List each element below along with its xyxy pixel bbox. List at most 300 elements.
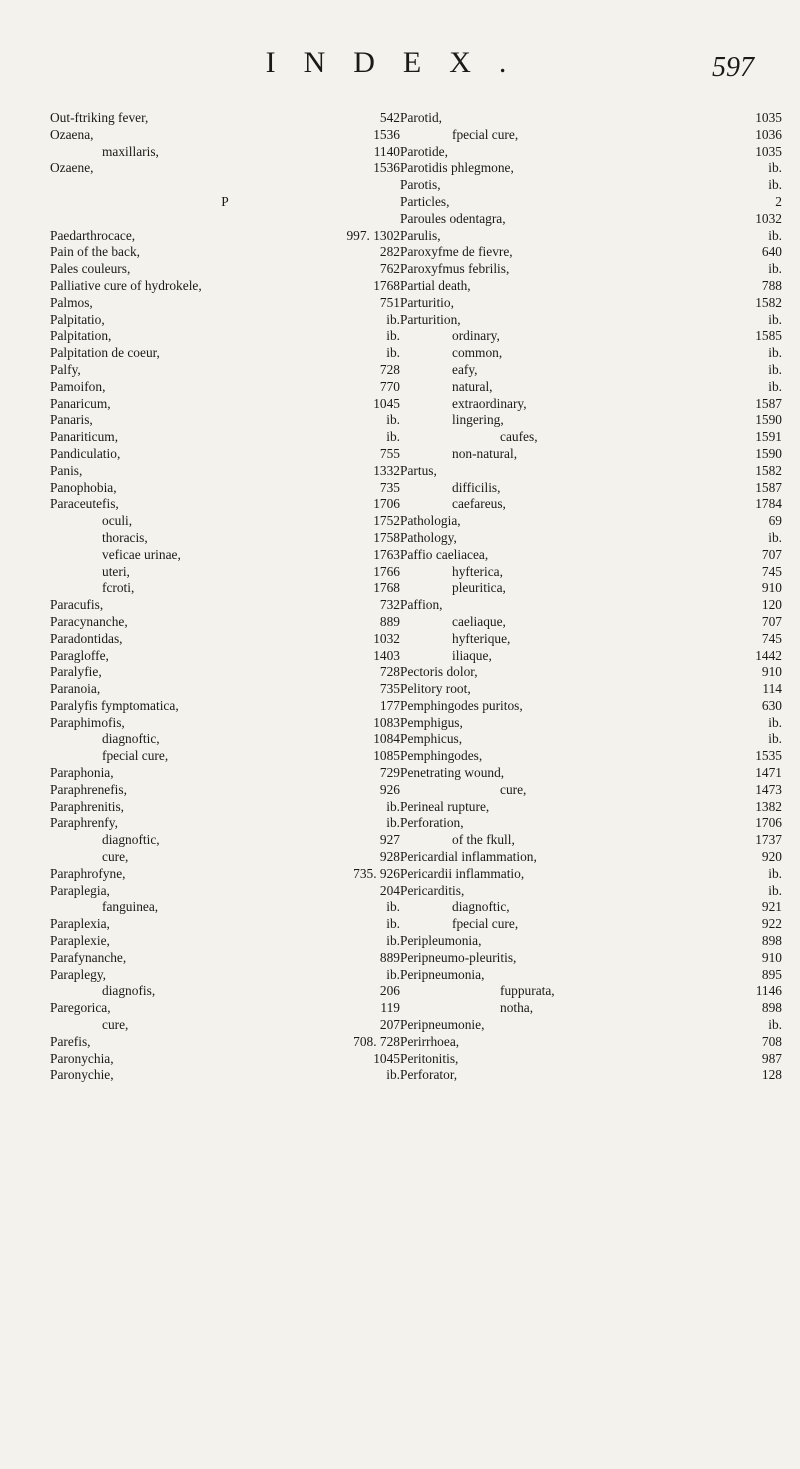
index-entry [50,194,400,211]
index-term: cure, [500,781,527,797]
index-entry [50,496,400,513]
index-page-ref: 1582 [755,294,782,310]
index-term: Pemphingodes, [400,748,483,764]
index-term: common, [452,345,503,361]
index-entry [400,379,782,396]
index-page-ref: ib. [768,714,782,730]
index-term: Out-ftriking fever, [50,110,149,125]
index-page-ref: 1587 [755,395,782,411]
index-entry [400,228,782,245]
index-entry [50,396,400,413]
index-term: Paranoia, [50,681,101,697]
index-entry [50,328,400,345]
index-page-ref: ib. [386,412,400,428]
index-page-ref: 1590 [755,445,782,461]
index-page-ref: 708 [761,1033,782,1049]
index-term: thoracis, [102,529,148,545]
index-entry [400,295,782,312]
index-term: eafy, [452,361,478,377]
index-term: Peripneumonia, [400,966,485,982]
index-page-ref: 708. 728 [353,1033,400,1049]
index-term: Paroxyfmus febrilis, [400,261,510,277]
index-entry [400,144,782,161]
index-entry [50,899,400,916]
index-term: Palpitation de coeur, [50,345,160,361]
index-term: caufes, [500,429,538,445]
index-entry [400,731,782,748]
index-page-ref: 1585 [755,328,782,344]
index-page-ref: 788 [761,277,782,293]
index-page-ref: 1768 [373,277,400,293]
index-page-ref: ib. [386,328,400,344]
index-page-ref: 1763 [373,546,400,562]
index-page-ref: 1768 [373,580,400,596]
index-page-ref: 282 [379,244,400,260]
index-page-ref: 735 [379,479,400,495]
index-entry [50,916,400,933]
index-entry [400,530,782,547]
index-page-ref: 1536 [373,160,400,176]
index-entry [400,480,782,497]
index-term: difficilis, [452,479,501,495]
index-page-ref: 1471 [755,765,782,781]
index-entry [50,967,400,984]
index-entry [400,950,782,967]
index-page-ref: 1140 [373,143,400,159]
index-page-ref: 1083 [373,714,400,730]
index-entry [50,883,400,900]
index-entry [50,614,400,631]
index-page-ref: 120 [761,597,782,613]
index-term: Paracufis, [50,597,104,613]
index-entry [50,345,400,362]
index-page-ref: 114 [762,681,782,697]
index-entry [50,580,400,597]
index-term: Paffio caeliacea, [400,546,489,562]
index-term: Paraphrenitis, [50,798,125,814]
index-entry [400,832,782,849]
index-entry [400,194,782,211]
index-page-ref: ib. [386,429,400,445]
index-entry [50,429,400,446]
index-term: Paronychia, [50,1050,114,1066]
index-page-ref: 1332 [373,462,400,478]
index-page-ref: 1535 [755,748,782,764]
index-term: of the fkull, [452,832,515,848]
index-page-ref: 1036 [755,126,782,142]
index-page-ref: 1766 [373,563,400,579]
index-entry [400,429,782,446]
index-term: Panaris, [50,412,93,428]
index-term: cure, [102,849,129,865]
index-entry [400,849,782,866]
index-term: Partus, [400,462,437,478]
index-term: Palmos, [50,294,93,310]
index-page-ref: 1587 [755,479,782,495]
index-term: fanguinea, [102,899,159,915]
index-page-ref: 119 [380,1000,400,1016]
index-page-ref: 1706 [755,815,782,831]
index-entry [400,883,782,900]
index-entry [50,1000,400,1017]
index-term: Paraplexia, [50,916,110,932]
index-term: Paedarthrocace, [50,227,136,243]
index-entry [50,1067,400,1084]
index-entry [400,278,782,295]
index-term: Parotis, [400,177,441,193]
index-term: Perforator, [400,1067,458,1083]
index-term: Paralyfis fymptomatica, [50,697,179,713]
index-page-ref: 997. 1302 [346,227,400,243]
index-entry [400,782,782,799]
index-term: diagnofis, [102,983,156,999]
index-page-ref: ib. [768,882,782,898]
index-page-ref: 1737 [755,832,782,848]
index-page-ref: 1752 [373,513,400,529]
index-entry [400,916,782,933]
index-entry [50,631,400,648]
index-entry [400,312,782,329]
index-entry [400,597,782,614]
index-page-ref: 1403 [373,647,400,663]
index-term: diagnoftic, [102,731,160,747]
index-term: Peritonitis, [400,1050,459,1066]
index-entry [50,664,400,681]
index-page-ref: 920 [761,849,782,865]
index-entry [50,799,400,816]
index-term: Pemphicus, [400,731,463,747]
index-page-ref: ib. [768,227,782,243]
index-entry [400,715,782,732]
index-term: caefareus, [452,496,506,512]
index-page-ref: 910 [761,580,782,596]
index-page-ref: 204 [379,882,400,898]
index-entry [400,765,782,782]
index-page-ref: 1758 [373,529,400,545]
index-term: Pathology, [400,529,457,545]
index-page-ref: 889 [379,949,400,965]
index-term: Panis, [50,462,83,478]
index-entry [400,496,782,513]
index-page-ref: 207 [379,1017,400,1033]
index-entry [50,950,400,967]
index-term: Paraphrenefis, [50,781,127,797]
index-entry [400,564,782,581]
index-page-ref: 128 [761,1067,782,1083]
index-entry [400,513,782,530]
index-term: Paraphimofis, [50,714,125,730]
index-page-ref: ib. [768,361,782,377]
index-term: Paraphonia, [50,765,114,781]
index-page-ref: 735 [379,681,400,697]
index-term: Parotidis phlegmone, [400,160,514,176]
index-page-ref: ib. [386,916,400,932]
index-page-ref: 1582 [755,462,782,478]
index-entry [50,127,400,144]
index-page-ref: 206 [379,983,400,999]
index-page-ref: 1784 [755,496,782,512]
index-page-ref: 928 [379,849,400,865]
index-term: Partial death, [400,277,471,293]
index-term: fuppurata, [500,983,555,999]
running-head-title: INDEX. [265,46,535,79]
index-term: Particles, [400,193,450,209]
index-term: Perineal rupture, [400,798,490,814]
index-page-ref: ib. [768,865,782,881]
index-page-ref: 1382 [755,798,782,814]
index-term: Palliative cure of hydrokele, [50,277,202,293]
index-page-ref: 1085 [373,748,400,764]
index-term: Parotid, [400,110,443,125]
index-entry [50,698,400,715]
index-term: Paroxyfme de fievre, [400,244,513,260]
index-term: notha, [500,1000,534,1016]
index-column-left [50,110,400,1084]
index-term: Paraplexie, [50,933,110,949]
index-term: Paralyfie, [50,664,102,680]
index-entry [400,177,782,194]
index-term: Paffion, [400,597,443,613]
index-term: Peripleumonia, [400,933,482,949]
index-entry [400,362,782,379]
index-entry [400,1017,782,1034]
index-term: fpecial cure, [102,748,169,764]
index-entry [400,967,782,984]
index-page-ref: 926 [379,781,400,797]
index-term: hyfterique, [452,630,511,646]
index-term: Paraplegia, [50,882,110,898]
index-term: Parotide, [400,143,448,159]
index-page-ref: 927 [379,832,400,848]
index-entry [50,480,400,497]
index-page-ref: 729 [379,765,400,781]
index-page-ref: ib. [386,311,400,327]
index-page-ref: 910 [761,949,782,965]
index-entry [50,933,400,950]
index-entry [50,278,400,295]
index-page-ref: 728 [379,361,400,377]
index-term: Panophobia, [50,479,117,495]
index-term: Paragloffe, [50,647,109,663]
index-page-ref: 751 [379,294,400,310]
index-term: Parulis, [400,227,441,243]
index-entry [50,362,400,379]
index-term: Panariticum, [50,429,119,445]
index-term: natural, [452,378,493,394]
index-page-ref: ib. [386,798,400,814]
index-entry [50,379,400,396]
index-entry [400,664,782,681]
index-term: extraordinary, [452,395,527,411]
index-page-ref: 745 [761,630,782,646]
index-entry [50,446,400,463]
index-term: Paraphrenfy, [50,815,118,831]
index-entry [400,815,782,832]
index-term: Ozaene, [50,160,94,176]
index-page-ref: 1146 [755,983,782,999]
index-term: Pectoris dolor, [400,664,478,680]
index-term: ordinary, [452,328,500,344]
index-term: diagnoftic, [102,832,160,848]
index-page-ref: 542 [379,110,400,125]
index-entry [400,328,782,345]
index-page-ref: ib. [768,261,782,277]
index-term: fcroti, [102,580,135,596]
index-term: Pandiculatio, [50,445,121,461]
index-term: veficae urinae, [102,546,181,562]
index-entry [50,849,400,866]
index-entry [50,715,400,732]
index-entry [400,446,782,463]
index-page-ref: 707 [761,546,782,562]
index-entry [400,1000,782,1017]
index-entry [50,1034,400,1051]
index-page-ref: 1473 [755,781,782,797]
index-page-ref: 922 [761,916,782,932]
index-term: Peripneumo-pleuritis, [400,949,517,965]
index-page-ref: ib. [768,177,782,193]
index-entry [400,580,782,597]
index-column-right [400,110,782,1084]
index-page-ref: 910 [761,664,782,680]
index-page-ref: 889 [379,613,400,629]
index-entry [50,547,400,564]
index-page-ref: ib. [386,899,400,915]
index-entry [50,832,400,849]
index-entry [400,412,782,429]
index-term: Parturition, [400,311,461,327]
index-term: Parturitio, [400,294,454,310]
index-entry [50,513,400,530]
index-term: uteri, [102,563,130,579]
index-page-ref: 898 [761,1000,782,1016]
index-entry [50,782,400,799]
index-entry [50,564,400,581]
index-term: Palpitatio, [50,311,105,327]
index-entry [400,110,782,127]
index-page-ref: ib. [768,731,782,747]
index-term: Pericarditis, [400,882,465,898]
index-term: Paregorica, [50,1000,111,1016]
index-entry [50,983,400,1000]
index-page-ref: 1045 [373,1050,400,1066]
index-entry [50,681,400,698]
index-term: Peripneumonie, [400,1017,485,1033]
index-page-ref: 735. 926 [353,865,400,881]
index-term: maxillaris, [102,143,159,159]
index-entry [400,261,782,278]
index-page-ref: 1442 [755,647,782,663]
index-page-ref: ib. [768,345,782,361]
index-page-ref: 732 [379,597,400,613]
index-entry [50,648,400,665]
index-page-ref: 69 [768,513,782,529]
index-page-ref: 2 [775,193,782,209]
index-entry [400,1051,782,1068]
index-page-ref: ib. [768,160,782,176]
index-page-ref: 640 [761,244,782,260]
index-page-ref: ib. [768,1017,782,1033]
index-entry [50,866,400,883]
page-number: 597 [712,52,754,83]
index-entry [400,211,782,228]
index-term: Paraplegy, [50,966,107,982]
index-entry [400,631,782,648]
index-entry [50,110,400,127]
index-page-ref: 707 [761,613,782,629]
index-entry [400,983,782,1000]
index-page-ref: 1045 [373,395,400,411]
index-term: Parafynanche, [50,949,127,965]
index-term: Paracynanche, [50,613,128,629]
index-entry [50,244,400,261]
index-entry [50,261,400,278]
index-entry [400,463,782,480]
index-page-ref: 1536 [373,126,400,142]
index-term: Pathologia, [400,513,461,529]
index-page-ref: 1032 [755,210,782,226]
index-entry [50,748,400,765]
index-term: Penetrating wound, [400,765,505,781]
index-page-ref: 630 [761,697,782,713]
index-page-ref: 755 [379,445,400,461]
index-entry [50,412,400,429]
index-entry [400,748,782,765]
index-entry [400,547,782,564]
index-page-ref: 1591 [755,429,782,445]
index-term: Pelitory root, [400,681,471,697]
index-term: Parefis, [50,1033,91,1049]
index-entry [400,244,782,261]
index-page-ref: 1084 [373,731,400,747]
index-term: Panaricum, [50,395,111,411]
index-entry [400,396,782,413]
index-page-ref: 728 [379,664,400,680]
index-entry [400,1034,782,1051]
index-entry [400,1067,782,1084]
index-term: Pericardial inflammation, [400,849,537,865]
index-term: diagnoftic, [452,899,510,915]
index-entry [400,648,782,665]
index-page-ref: 921 [761,899,782,915]
index-entry [50,530,400,547]
index-term: Perforation, [400,815,464,831]
index-entry [50,1017,400,1034]
index-entry [50,177,400,194]
index-page-ref: ib. [386,1067,400,1083]
index-term: Pemphingodes puritos, [400,697,523,713]
index-entry [400,681,782,698]
index-term: caeliaque, [452,613,506,629]
index-term: Pales couleurs, [50,261,131,277]
index-entry [50,463,400,480]
index-page-ref: ib. [768,378,782,394]
index-entry [400,899,782,916]
index-entry [50,815,400,832]
index-page-ref: 895 [761,966,782,982]
index-entry [50,160,400,177]
index-term: Paraceutefis, [50,496,119,512]
index-entry [50,228,400,245]
index-page-ref: ib. [386,966,400,982]
index-term: Paraphrofyne, [50,865,126,881]
index-term: lingering, [452,412,504,428]
index-term: Palpitation, [50,328,112,344]
index-term: Paradontidas, [50,630,123,646]
section-letter: P [221,193,229,209]
index-entry [400,614,782,631]
index-page-ref: 1706 [373,496,400,512]
